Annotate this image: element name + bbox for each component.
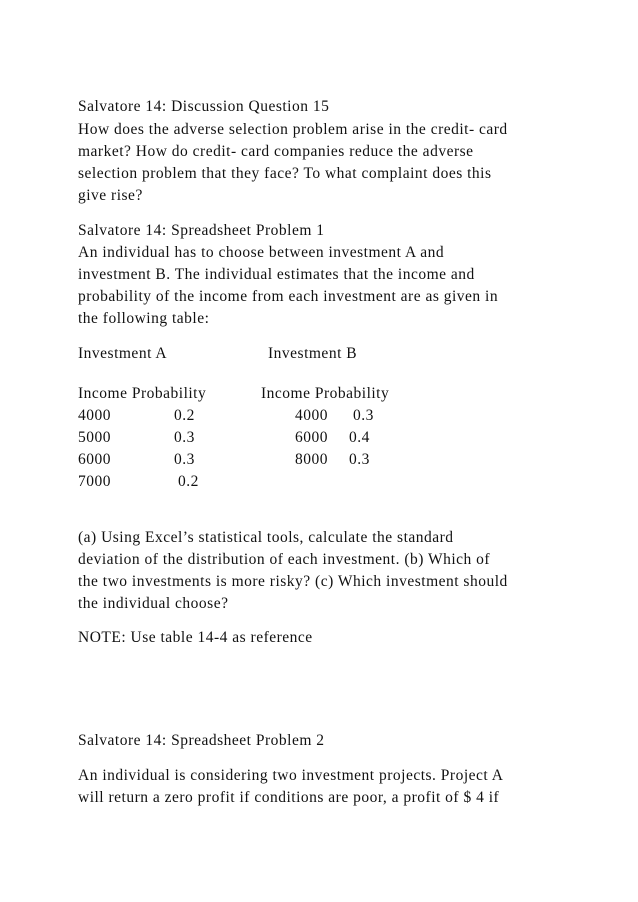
problem1-heading: Salvatore 14: Spreadsheet Problem 1 (78, 222, 325, 239)
discussion-line: selection problem that they face? To what complaint does this (78, 165, 492, 182)
problem1-question-line: the individual choose? (78, 595, 229, 612)
problem1-intro-line: probability of the income from each investment are as given in (78, 288, 499, 305)
investment-b-probability: 0.4 (349, 429, 370, 446)
discussion-line: How does the adverse selection problem arise in the credit- card (78, 121, 508, 138)
problem1-intro-line: investment B. The individual estimates that the income and (78, 266, 475, 283)
problem2-heading: Salvatore 14: Spreadsheet Problem 2 (78, 732, 325, 749)
investment-a-income: 7000 (78, 473, 111, 490)
investment-a-header: Income Probability (78, 385, 207, 402)
investment-b-header: Income Probability (261, 385, 390, 402)
discussion-line: give rise? (78, 187, 143, 204)
problem2-line: An individual is considering two investment projects. Project A (78, 767, 504, 784)
investment-a-probability: 0.2 (178, 473, 199, 490)
investment-a-probability: 0.3 (174, 429, 195, 446)
problem2-line: will return a zero profit if conditions are poor, a profit of $ 4 if (78, 789, 500, 806)
investment-b-probability: 0.3 (353, 407, 374, 424)
problem1-question-line: the two investments is more risky? (c) Which investment should (78, 573, 508, 590)
investment-a-title: Investment A (78, 345, 168, 362)
problem1-question-line: (a) Using Excel’s statistical tools, calculate the standard (78, 529, 454, 546)
discussion-line: market? How do credit- card companies reduce the adverse (78, 143, 474, 160)
investment-a-income: 4000 (78, 407, 111, 424)
investment-a-probability: 0.2 (174, 407, 195, 424)
problem1-intro-line: the following table: (78, 310, 210, 327)
investment-a-income: 5000 (78, 429, 111, 446)
investment-a-probability: 0.3 (174, 451, 195, 468)
investment-a-income: 6000 (78, 451, 111, 468)
investment-b-probability: 0.3 (349, 451, 370, 468)
problem1-question-line: deviation of the distribution of each investment. (b) Which of (78, 551, 491, 568)
problem1-note: NOTE: Use table 14-4 as reference (78, 629, 313, 646)
discussion-heading: Salvatore 14: Discussion Question 15 (78, 98, 330, 115)
investment-b-income: 8000 (295, 451, 328, 468)
investment-b-income: 6000 (295, 429, 328, 446)
investment-b-title: Investment B (268, 345, 358, 362)
investment-b-income: 4000 (295, 407, 328, 424)
problem1-intro-line: An individual has to choose between investment A and (78, 244, 445, 261)
